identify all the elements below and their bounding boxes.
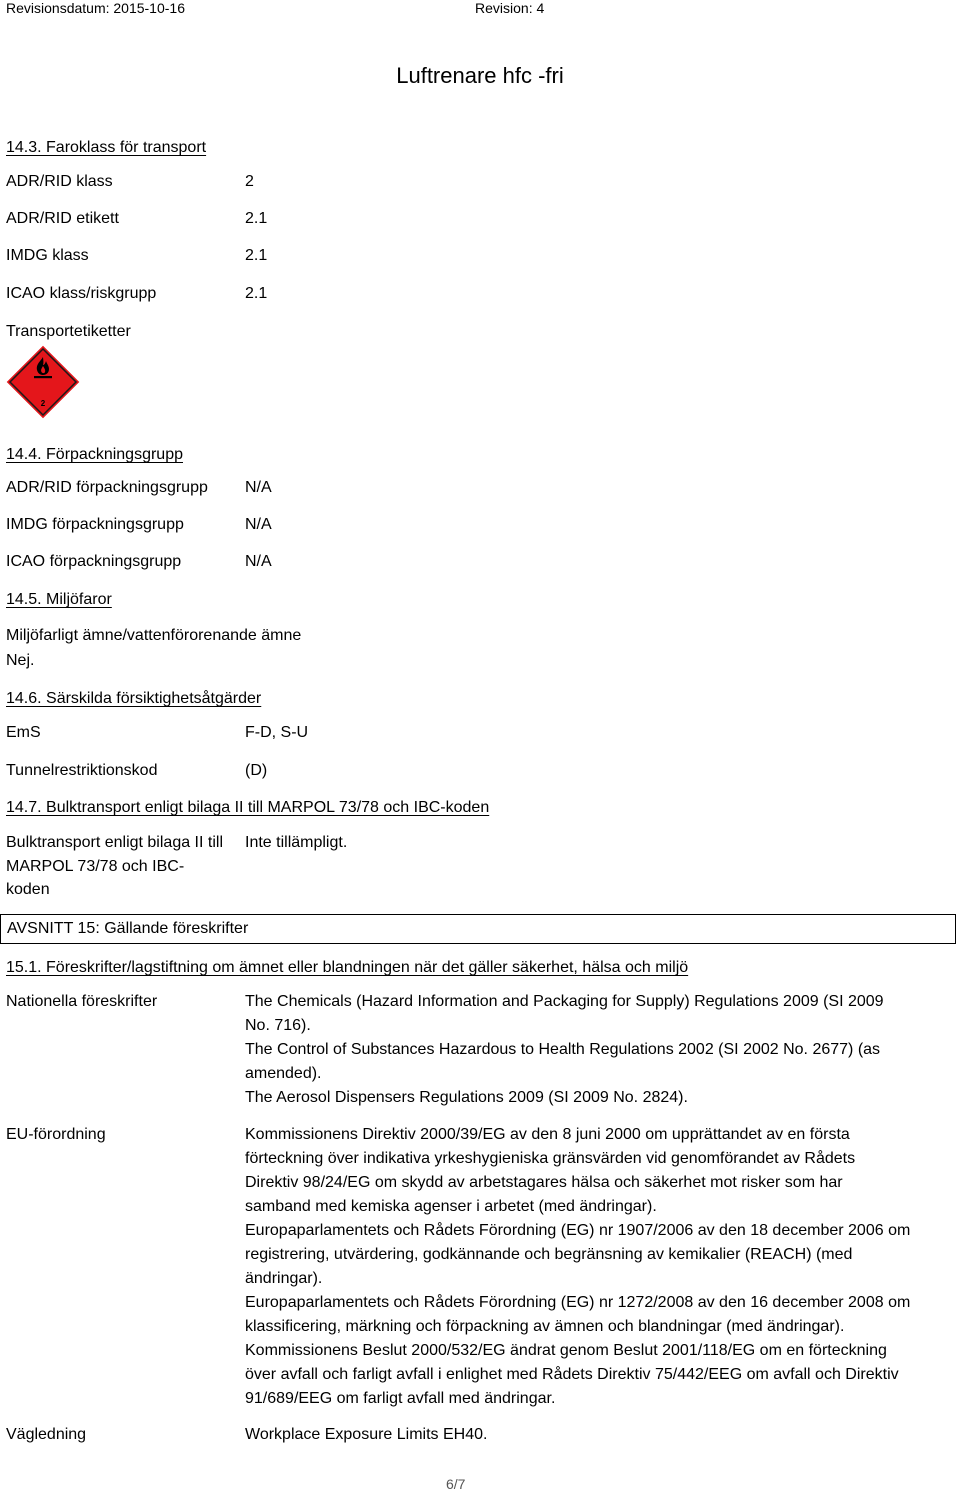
guidance-value: Workplace Exposure Limits EH40. [245,1426,488,1443]
text-line: Europaparlamentets och Rådets Förordning (EG) nr 1907/2006 av den 18 december 2006 om [245,1222,911,1239]
row-label: ICAO förpackningsgrupp [6,553,182,570]
bulk-label-line: Bulktransport enligt bilaga II till [6,834,223,851]
environment-value: Nej. [6,652,35,669]
pictogram-number: 2 [40,399,46,408]
row-label: IMDG klass [6,247,89,264]
row-value: 2 [245,173,254,190]
text-line: The Aerosol Dispensers Regulations 2009 (SI 2009 No. 2824). [245,1089,688,1106]
row-value: 2.1 [245,210,268,227]
eu-regulation-text [245,1123,910,1411]
row-label: ADR/RID klass [6,173,113,190]
document-title: Luftrenare hfc -fri [396,63,564,88]
text-line: The Chemicals (Hazard Information and Packaging for Supply) Regulations 2009 (SI 2009 [245,993,884,1010]
bulk-label-line: MARPOL 73/78 och IBC- [6,858,185,875]
row-value: N/A [245,516,272,533]
page-number: 6/7 [446,1476,466,1492]
section-15-banner [0,914,956,944]
national-regulations-label: Nationella föreskrifter [6,993,158,1010]
text-line: The Control of Substances Hazardous to Health Regulations 2002 (SI 2002 No. 2677) (as [245,1041,881,1058]
section-heading-14-3: 14.3. Faroklass för transport [6,139,207,156]
section-heading-14-6: 14.6. Särskilda försiktighetsåtgärder [6,690,262,707]
row-label: ICAO klass/riskgrupp [6,285,157,302]
environment-label: Miljöfarligt ämne/vattenförorenande ämne [6,627,302,644]
section-heading-15-1: 15.1. Föreskrifter/lagstiftning om ämnet eller blandningen när det gäller säkerhet, hälsa och miljö [6,959,689,976]
transport-labels-heading: Transportetiketter [6,323,131,340]
revision-date: Revisionsdatum: 2015-10-16 [6,0,185,16]
text-line: No. 716). [245,1017,311,1034]
row-value: F-D, S-U [245,724,309,741]
text-line: över avfall och farligt avfall i enlighet med Rådets Direktiv 75/442/EEG om avfall och Direktiv [245,1366,899,1383]
section-15-title: AVSNITT 15: Gällande föreskrifter [7,920,249,937]
text-line: ändringar). [245,1270,323,1287]
bulk-label-line: koden [6,881,50,898]
row-value: 2.1 [245,247,268,264]
text-line: klassificering, märkning och förpackning av ämnen och blandningar (med ändringar). [245,1318,845,1335]
flammable-gas-pictogram-icon [5,344,81,420]
row-value: N/A [245,553,272,570]
row-value: (D) [245,762,268,779]
national-regulations-text [245,990,884,1110]
section-heading-14-5: 14.5. Miljöfaror [6,591,112,608]
text-line: Europaparlamentets och Rådets Förordning (EG) nr 1272/2008 av den 16 december 2008 om [245,1294,911,1311]
row-value: 2.1 [245,285,268,302]
guidance-label: Vägledning [6,1426,87,1443]
section-heading-14-7: 14.7. Bulktransport enligt bilaga II till MARPOL 73/78 och IBC-koden [6,799,490,816]
section-heading-14-4: 14.4. Förpackningsgrupp [6,446,183,463]
text-line: Kommissionens Beslut 2000/532/EG ändrat genom Beslut 2001/118/EG om en förteckning [245,1342,887,1359]
text-line: samband med kemiska agenser i arbetet (med ändringar). [245,1198,657,1215]
text-line: förteckning över indikativa yrkeshygieniska gränsvärden vid genomförandet av Rådets [245,1150,856,1167]
row-label: Tunnelrestriktionskod [6,762,158,779]
row-value: N/A [245,479,272,496]
bulk-value: Inte tillämpligt. [245,834,348,851]
row-label: ADR/RID förpackningsgrupp [6,479,208,496]
text-line: 91/689/EEG om farligt avfall med ändringar. [245,1390,556,1407]
text-line: amended). [245,1065,322,1082]
row-label: IMDG förpackningsgrupp [6,516,184,533]
row-label: ADR/RID etikett [6,210,119,227]
text-line: registrering, utvärdering, godkännande och begränsning av kemikalier (REACH) (med [245,1246,853,1263]
row-label: EmS [6,724,41,741]
text-line: Direktiv 98/24/EG om skydd av arbetstagares hälsa och säkerhet mot risker som har [245,1174,843,1191]
revision-number: Revision: 4 [475,0,545,16]
text-line: Kommissionens Direktiv 2000/39/EG av den 8 juni 2000 om upprättandet av en första [245,1126,850,1143]
eu-regulation-label: EU-förordning [6,1126,106,1143]
